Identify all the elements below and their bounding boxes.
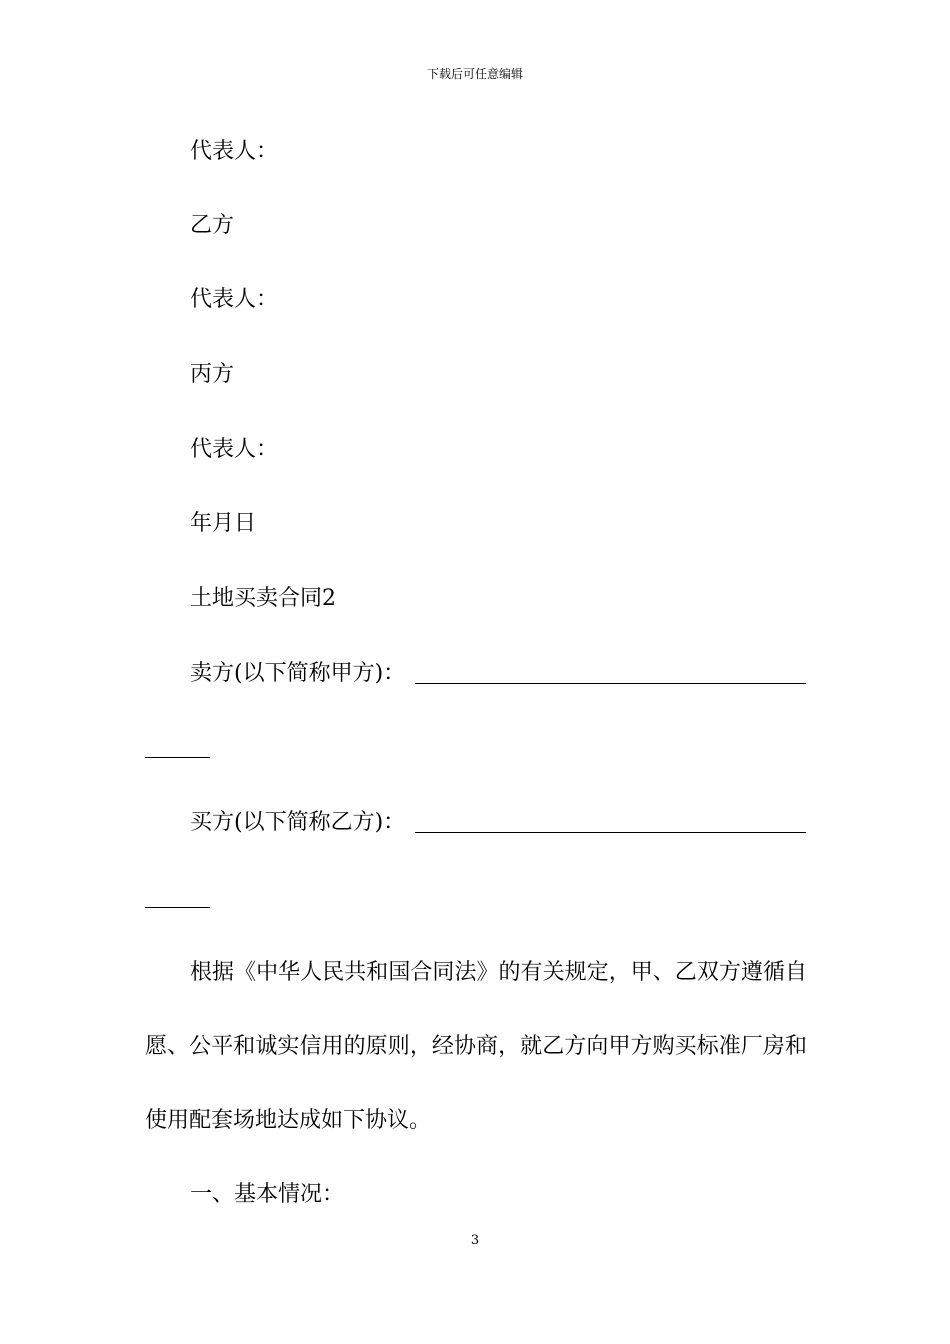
page-number: 3 <box>470 1233 480 1248</box>
representative-line-2: 代表人： <box>190 287 279 312</box>
buyer-fill-line <box>415 832 806 833</box>
contract-title: 土地买卖合同2 <box>190 586 336 611</box>
buyer-label: 买方(以下简称乙方)： <box>190 810 406 835</box>
party-b-line: 乙方 <box>190 213 235 238</box>
seller-label: 卖方(以下简称甲方)： <box>190 661 406 686</box>
page-header: 下载后可任意编辑 <box>426 67 523 81</box>
buyer-fill-line-continued <box>145 907 210 908</box>
intro-paragraph: 根据《中华人民共和国合同法》的有关规定，甲、乙双方遵循自愿、公平和诚实信用的原则，经协商，就乙方向甲方购买标准厂房和使用配套场地达成如下协议。 <box>145 960 807 1133</box>
seller-fill-line-continued <box>145 757 210 758</box>
party-c-line: 丙方 <box>190 362 235 387</box>
representative-line-1: 代表人： <box>190 139 279 164</box>
section-heading-basic-info: 一、基本情况： <box>190 1182 345 1207</box>
date-line: 年月日 <box>190 511 257 536</box>
seller-fill-line <box>415 683 806 684</box>
representative-line-3: 代表人： <box>190 437 279 462</box>
